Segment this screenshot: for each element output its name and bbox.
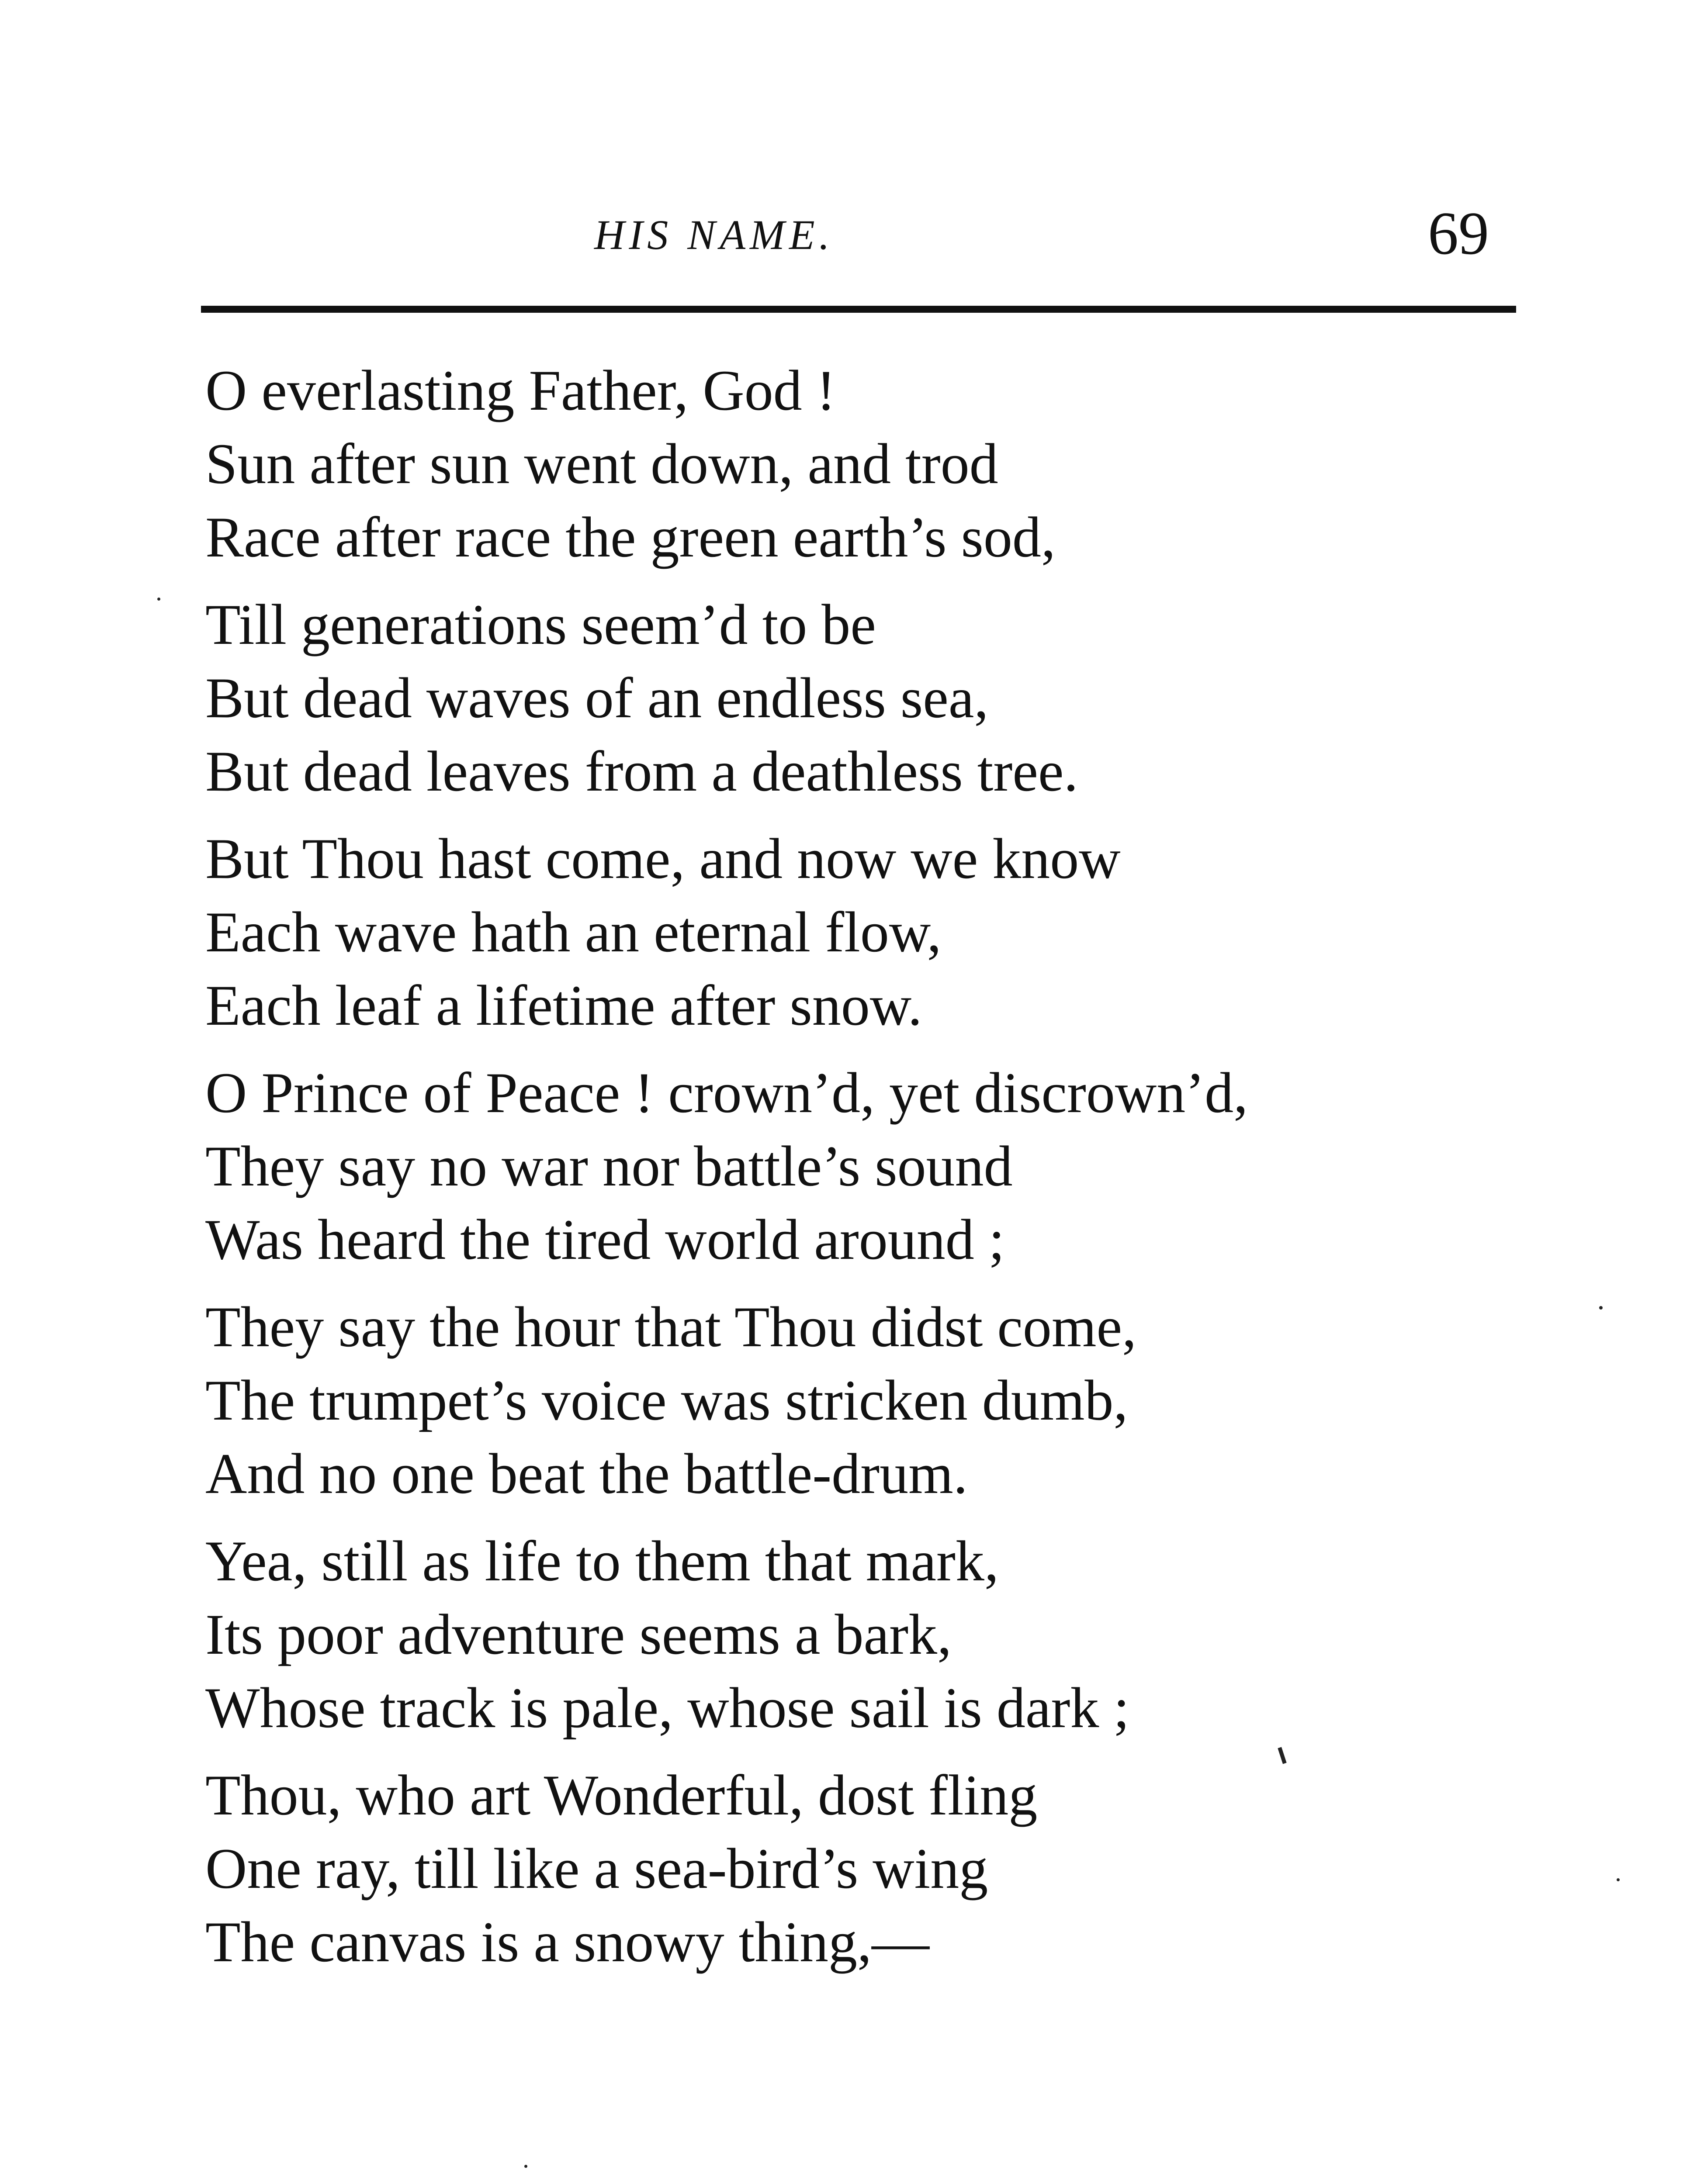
poem-line: Each wave hath an eternal flow, [205, 900, 942, 964]
poem-line: Was heard the tired world around ; [205, 1207, 1005, 1272]
poem-line: They say no war nor battle’s sound [205, 1134, 1013, 1198]
poem-line: Each leaf a lifetime after snow. [205, 973, 922, 1037]
stanza-6 [205, 1524, 1516, 1759]
stanza-5 [205, 1290, 1516, 1524]
poem-line: Till generations seem’d to be [205, 592, 876, 657]
poem-line: But Thou hast come, and now we know [205, 826, 1121, 891]
header-rule [201, 306, 1516, 313]
poem [205, 354, 1516, 1993]
poem-line: The trumpet’s voice was stricken dumb, [205, 1368, 1128, 1432]
ink-speck [157, 598, 160, 601]
poem-line: Whose track is pale, whose sail is dark ; [205, 1676, 1130, 1740]
page-number: 69 [1428, 200, 1489, 267]
poem-line: But dead leaves from a deathless tree. [205, 739, 1078, 803]
poem-line: And no one beat the battle-drum. [205, 1441, 968, 1506]
stanza-4 [205, 1056, 1516, 1290]
poem-line: O Prince of Peace ! crown’d, yet discrown’d, [205, 1061, 1248, 1125]
poem-line: O everlasting Father, God ! [205, 358, 836, 422]
poem-line: One ray, till like a sea-bird’s wing [205, 1836, 988, 1901]
poem-line: Its poor adventure seems a bark, [205, 1602, 952, 1666]
ink-speck [524, 2165, 527, 2168]
stanza-2 [205, 588, 1516, 822]
poem-line: Yea, still as life to them that mark, [205, 1529, 999, 1593]
poem-line: Race after race the green earth’s sod, [205, 505, 1056, 569]
poem-line: But dead waves of an endless sea, [205, 666, 989, 730]
ink-speck [1617, 1878, 1620, 1881]
poem-line: Thou, who art Wonderful, dost fling [205, 1763, 1038, 1827]
poem-line: They say the hour that Thou didst come, [205, 1295, 1137, 1359]
poem-line: The canvas is a snowy thing,— [205, 1910, 930, 1974]
stanza-3 [205, 822, 1516, 1056]
running-title: HIS NAME. [594, 211, 834, 258]
ink-speck [1599, 1306, 1603, 1310]
poem-line: Sun after sun went down, and trod [205, 432, 998, 496]
stanza-7 [205, 1759, 1516, 1993]
stanza-1 [205, 354, 1516, 588]
